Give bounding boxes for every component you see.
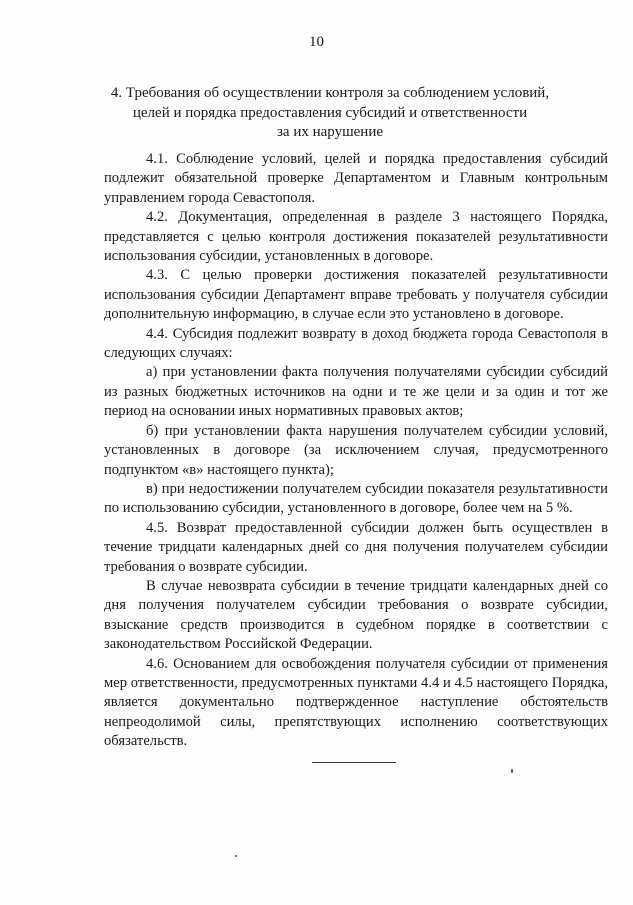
section-heading-line: 4. Требования об осуществлении контроля за соблюдением условий, xyxy=(110,85,550,101)
section-heading-line: целей и порядка предоставления субсидий и ответственности xyxy=(132,104,528,121)
paragraph-4-4: 4.4. Субсидия подлежит возврату в доход бюджета города Севастополя в следующих случаях: xyxy=(104,325,608,362)
scan-speck xyxy=(511,769,513,773)
paragraph-4-4-b: б) при установлении факта нарушения получателем субсидии условий, установленных в договоре (за исключением случая, предусмотренного подпунктом «в» настоящего пункта); xyxy=(104,422,608,478)
section-heading-line: за их нарушение xyxy=(276,124,384,140)
paragraph-4-5-non-return: В случае невозврата субсидии в течение тридцати календарных дней со дня получения получателем субсидии требования о возврате субсидии, взыскание средств производится в судебном порядке в соответствии с законодательством Российской Федерации. xyxy=(104,577,608,653)
end-divider-line xyxy=(312,762,396,763)
section-body xyxy=(104,150,608,752)
paragraph-4-2: 4.2. Документация, определенная в разделе 3 настоящего Порядка, представляется с целью контроля достижения показателей результативности использования субсидии, установленных в договоре. xyxy=(104,209,608,265)
scan-speck xyxy=(235,855,237,857)
paragraph-4-3: 4.3. С целью проверки достижения показателей результативности использования субсидии Департамент вправе требовать у получателя субсидии дополнительную информацию, в случае если это установлено в договоре. xyxy=(104,267,608,323)
paragraph-4-4-a: а) при установлении факта получения получателями субсидии субсидий из разных бюджетных источников на одни и те же цели и за один и тот же период на основании иных нормативных правовых актов; xyxy=(104,364,608,420)
paragraph-4-6: 4.6. Основанием для освобождения получателя субсидии от применения мер ответственности, предусмотренных пунктами 4.4 и 4.5 настоящего Порядка, является документально подтвержденное наступление обстоятельств непреодолимой силы, препятствующих исполнению соответствующих обязательств. xyxy=(104,655,608,750)
paragraph-4-1: 4.1. Соблюдение условий, целей и порядка предоставления субсидий подлежит обязательной проверке Департаментом и Главным контрольным управлением города Севастополя. xyxy=(104,151,608,206)
paragraph-4-4-v: в) при недостижении получателем субсидии показателя результативности по использованию субсидии, установленного в договоре, более чем на 5 %. xyxy=(104,480,608,517)
section-heading xyxy=(110,84,550,143)
page-number: 10 xyxy=(309,34,324,50)
paragraph-4-5: 4.5. Возврат предоставленной субсидии должен быть осуществлен в течение тридцати календарных дней со дня получения получателем субсидии требования о возврате субсидии. xyxy=(104,519,608,575)
